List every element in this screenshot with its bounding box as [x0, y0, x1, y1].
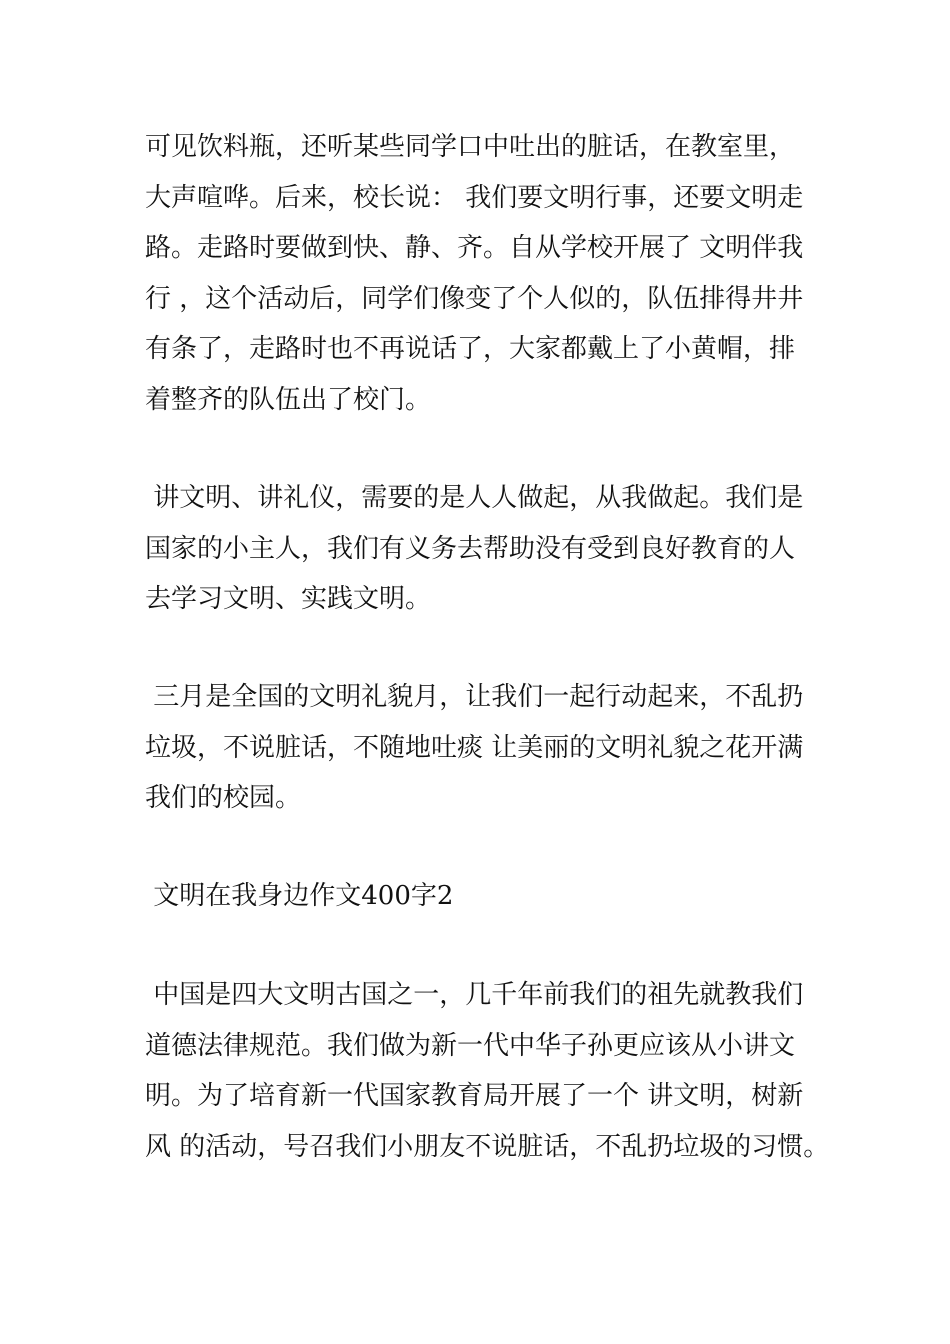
text-line: 可见饮料瓶，还听某些同学口中吐出的脏话，在教室里， [145, 132, 796, 162]
text-line: 风 的活动，号召我们小朋友不说脏话，不乱扔垃圾的习惯。 [145, 1132, 830, 1162]
text-line: 行 ，这个活动后，同学们像变了个人似的，队伍排得井井 [145, 284, 804, 314]
text-line: 我们的校园。 [145, 783, 302, 813]
text-line: 大声喧哗。后来，校长说： 我们要文明行事，还要文明走 [145, 183, 804, 213]
text-line: 去学习文明、实践文明。 [145, 584, 432, 614]
text-line: 国家的小主人，我们有义务去帮助没有受到良好教育的人 [145, 534, 796, 564]
text-line: 有条了，走路时也不再说话了，大家都戴上了小黄帽，排 [145, 334, 796, 364]
text-line: 明。为了培育新一代国家教育局开展了一个 讲文明，树新 [145, 1081, 804, 1111]
text-line: 垃圾，不说脏话，不随地吐痰 让美丽的文明礼貌之花开满 [145, 733, 804, 763]
text-line: 着整齐的队伍出了校门。 [145, 385, 432, 415]
heading-line: 文明在我身边作文400字2 [145, 881, 454, 911]
text-line: 道德法律规范。我们做为新一代中华子孙更应该从小讲文 [145, 1031, 796, 1061]
text-line: 中国是四大文明古国之一，几千年前我们的祖先就教我们 [145, 980, 804, 1010]
text-line: 路。走路时要做到快、静、齐。自从学校开展了 文明伴我 [145, 233, 804, 263]
text-line: 三月是全国的文明礼貌月，让我们一起行动起来，不乱扔 [145, 682, 804, 712]
text-line: 讲文明、讲礼仪，需要的是人人做起，从我做起。我们是 [145, 483, 804, 513]
